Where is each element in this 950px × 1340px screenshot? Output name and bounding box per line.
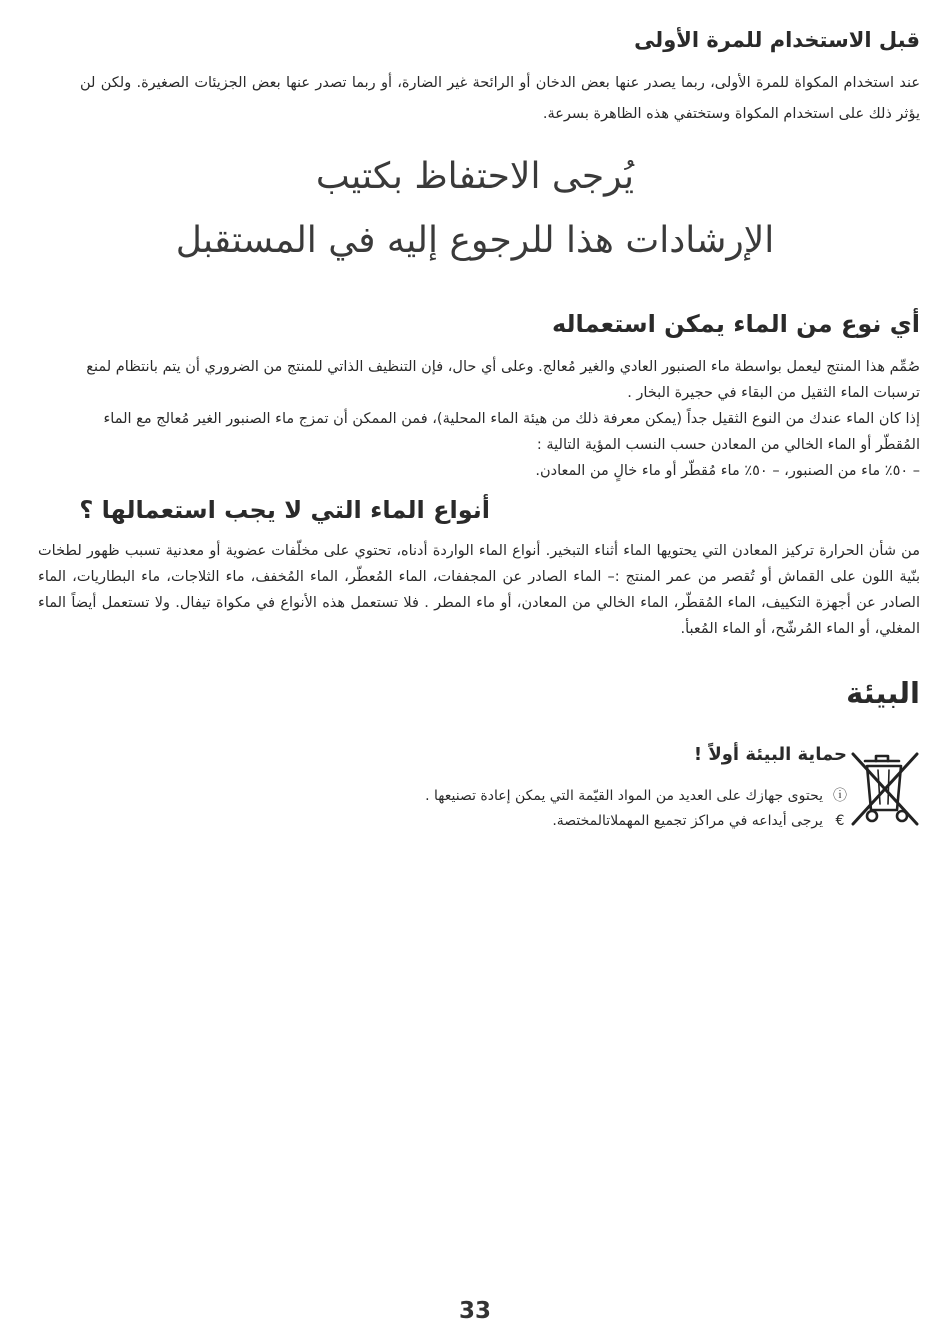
keep-instructions-line-1: يُرجى الاحتفاظ بكتيب <box>315 156 635 197</box>
keep-instructions-notice <box>40 145 910 273</box>
info-circle-icon: ⓘ <box>833 788 847 804</box>
keep-instructions-line-2: الإرشادات هذا للرجوع إليه في المستقبل <box>175 220 775 261</box>
crossed-out-wheelie-bin-icon <box>845 746 923 830</box>
water-to-use-para-1: صُمِّم هذا المنتج ليعمل بواسطة ماء الصنبور العادي والغير مُعالج. وعلى أي حال، فإن التنظيف الذاتي للمنتج من الضروري أن يتم بانتظام لمنع ترسبات الماء الثقيل من البقاء في حجيرة البخار . <box>86 359 920 401</box>
environment-note-1-text: يحتوى جهازك على العديد من المواد القيّمة التي يمكن إعادة تصنيعها . <box>425 788 823 804</box>
water-to-use-heading: أي نوع من الماء يمكن استعماله <box>551 310 920 338</box>
first-use-heading: قبل الاستخدام للمرة الأولى <box>634 28 920 52</box>
environment-note-2-text: يرجى أيداعه في مراكز تجميع المهملاتالمختصة. <box>552 813 823 829</box>
page-number: 33 <box>458 1298 491 1324</box>
environment-note-2 <box>425 809 847 834</box>
water-to-use-para-3: – ٥٠٪ ماء من الصنبور، – ٥٠٪ ماء مُقطّر أو ماء خالٍ من المعادن. <box>535 463 920 479</box>
first-use-text: عند استخدام المكواة للمرة الأولى، ربما يصدر عنها بعض الدخان أو الرائحة غير الضارة، أو ربما تصدر عنها بعض الجزيئات الصغيرة. ولكن لن يؤثر ذلك على استخدام المكواة وستختفي هذه الظاهرة بسرعة. <box>80 75 920 122</box>
environment-heading: البيئة <box>846 676 920 710</box>
environment-subheading: حماية البيئة أولاً ! <box>693 744 847 765</box>
water-to-use-text <box>60 354 920 484</box>
environment-notes <box>425 784 847 834</box>
recycle-c-icon: € <box>835 813 845 829</box>
water-not-to-use-text: من شأن الحرارة تركيز المعادن التي يحتويها الماء أثناء التبخير. أنواع الماء الواردة أدناه، تحتوي على مخلّفات عضوية أو معدنية تسبب ظهور لطخات بنّية اللون على القماش أو تُقصر من عمر المنتج :– الماء الصادر عن المجففات، الماء المُعطّر، الماء المُخفف، ماء الثلاجات، ماء البطاريات، الماء الصادر عن أجهزة التكييف، الماء المُقطّر، الماء الخالي من المعادن، أو ماء المطر . فلا تستعمل هذه الأنواع في مكواة تيفال. ولا تستعمل أيضاً الماء المغلي، أو الماء المُرشّح، أو الماء المُعبأ. <box>38 543 920 637</box>
water-not-to-use-heading: أنواع الماء التي لا يجب استعمالها ؟ <box>79 496 490 524</box>
water-to-use-para-2: إذا كان الماء عندك من النوع الثقيل جداً (يمكن معرفة ذلك من هيئة الماء المحلية)، فمن الممكن أن تمزج ماء الصنبور الغير مُعالج مع الماء المُقطّر أو الماء الخالي من المعادن حسب النسب المؤية التالية : <box>103 411 920 453</box>
environment-note-1 <box>425 784 847 809</box>
